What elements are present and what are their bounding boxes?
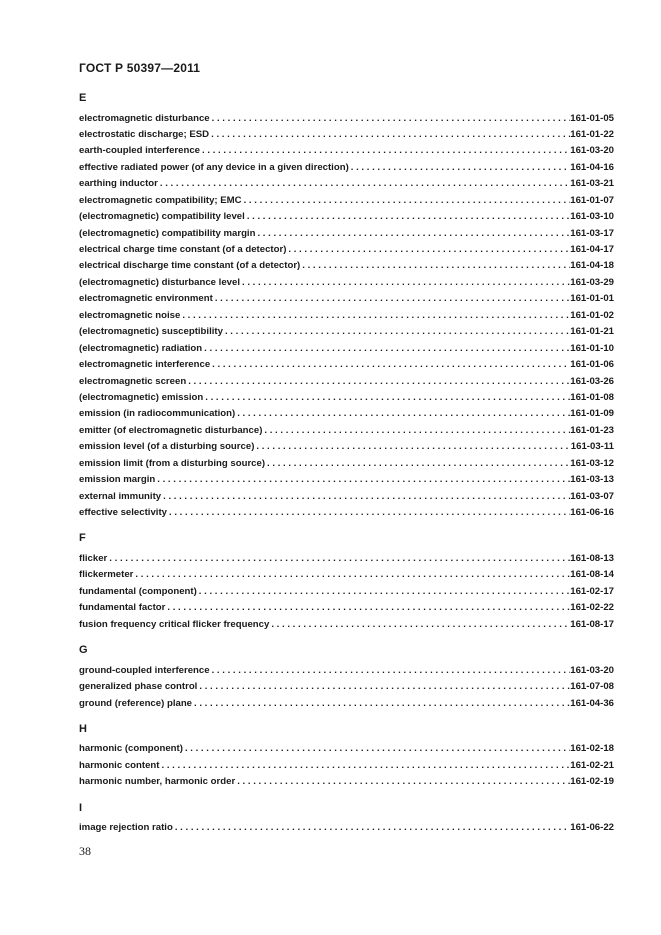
index-section xyxy=(79,800,614,837)
index-entry xyxy=(79,275,614,291)
entry-code: 161-01-07 xyxy=(570,194,614,206)
entry-code: 161-06-22 xyxy=(570,822,614,834)
dot-leader xyxy=(183,741,570,757)
index-entry xyxy=(79,617,614,633)
entry-code: 161-08-17 xyxy=(570,618,614,630)
section-gap xyxy=(79,521,614,530)
entry-term: effective radiated power (of any device in a given direction) xyxy=(79,161,349,173)
entry-code: 161-02-17 xyxy=(570,585,614,597)
dot-leader xyxy=(203,390,570,406)
entry-term: emission (in radiocommunication) xyxy=(79,408,236,420)
entry-code: 161-04-16 xyxy=(570,161,614,173)
section-gap xyxy=(79,633,614,642)
entry-term: emission margin xyxy=(79,474,156,486)
entry-code: 161-03-13 xyxy=(570,474,614,486)
entry-code: 161-01-21 xyxy=(570,326,614,338)
entry-code: 161-03-10 xyxy=(570,211,614,223)
dot-leader xyxy=(255,226,570,242)
index-section xyxy=(79,90,614,521)
index-entry xyxy=(79,679,614,695)
document-header: ГОСТ Р 50397—2011 xyxy=(79,61,201,75)
entry-term: electrical charge time constant (of a detector) xyxy=(79,244,287,255)
entry-code: 161-03-29 xyxy=(570,276,614,288)
index-entry xyxy=(79,696,614,712)
dot-leader xyxy=(107,551,570,567)
index-entry xyxy=(79,209,614,225)
entry-term: (electromagnetic) compatibility level xyxy=(79,211,245,223)
entry-code: 161-01-02 xyxy=(570,309,614,321)
index-entry xyxy=(79,567,614,583)
dot-leader xyxy=(213,291,570,307)
entry-code: 161-03-26 xyxy=(570,375,614,387)
index-entry xyxy=(79,374,614,390)
index-list xyxy=(79,90,614,837)
dot-leader xyxy=(269,617,570,633)
dot-leader xyxy=(161,489,570,505)
entry-term: generalized phase control xyxy=(79,681,198,693)
entry-term: external immunity xyxy=(79,490,162,502)
entry-term: (electromagnetic) disturbance level xyxy=(79,276,241,288)
page-number: 38 xyxy=(79,844,91,858)
index-entry xyxy=(79,663,614,679)
dot-leader xyxy=(167,505,570,521)
dot-leader xyxy=(200,143,570,159)
dot-leader xyxy=(300,258,570,274)
entry-term: electromagnetic screen xyxy=(79,375,187,387)
entry-code: 161-03-12 xyxy=(570,457,614,469)
dot-leader xyxy=(262,423,570,439)
dot-leader xyxy=(349,160,570,176)
index-entry xyxy=(79,600,614,616)
index-entry xyxy=(79,160,614,176)
entry-code: 161-01-10 xyxy=(570,342,614,354)
section-letter: H xyxy=(79,722,87,735)
entry-code: 161-02-21 xyxy=(570,759,614,771)
entry-term: fusion frequency critical flicker frequency xyxy=(79,618,270,630)
index-entry xyxy=(79,324,614,340)
index-entry xyxy=(79,193,614,209)
index-entry xyxy=(79,741,614,757)
entry-term: flicker xyxy=(79,552,108,564)
index-entry xyxy=(79,308,614,324)
dot-leader xyxy=(210,357,570,373)
entry-term: (electromagnetic) emission xyxy=(79,391,204,403)
entry-code: 161-03-21 xyxy=(570,178,614,190)
entry-term: emission level (of a disturbing source) xyxy=(79,441,255,453)
entry-term: emitter (of electromagnetic disturbance) xyxy=(79,424,263,436)
index-entry xyxy=(79,584,614,600)
index-section xyxy=(79,642,614,712)
dot-leader xyxy=(197,584,570,600)
entry-term: (electromagnetic) compatibility margin xyxy=(79,227,256,239)
entry-term: flickermeter xyxy=(79,569,134,581)
dot-leader xyxy=(265,456,570,472)
entry-code: 161-08-14 xyxy=(570,569,614,581)
entry-term: electromagnetic noise xyxy=(79,309,181,321)
section-gap xyxy=(79,712,614,721)
entry-code: 161-02-19 xyxy=(570,776,614,788)
entry-code: 161-03-11 xyxy=(570,441,614,453)
entry-term: electromagnetic disturbance xyxy=(79,112,210,124)
index-entry xyxy=(79,111,614,127)
entry-term: earthing inductor xyxy=(79,178,158,190)
dot-leader xyxy=(173,820,570,836)
index-entry xyxy=(79,258,614,274)
dot-leader xyxy=(245,209,570,225)
entry-code: 161-04-18 xyxy=(570,260,614,272)
entry-term: electrostatic discharge; ESD xyxy=(79,128,210,140)
index-entry xyxy=(79,758,614,774)
entry-term: harmonic number, harmonic order xyxy=(79,776,236,788)
entry-code: 161-03-17 xyxy=(570,227,614,239)
index-entry xyxy=(79,242,614,258)
dot-leader xyxy=(240,275,570,291)
entry-term: harmonic (component) xyxy=(79,743,183,755)
index-entry xyxy=(79,143,614,159)
entry-term: electromagnetic interference xyxy=(79,359,211,371)
dot-leader xyxy=(242,193,571,209)
index-entry xyxy=(79,551,614,567)
index-entry xyxy=(79,291,614,307)
entry-code: 161-04-17 xyxy=(570,244,614,255)
index-entry xyxy=(79,390,614,406)
dot-leader xyxy=(160,758,571,774)
index-entry xyxy=(79,341,614,357)
entry-term: ground-coupled interference xyxy=(79,664,210,676)
entry-code: 161-07-08 xyxy=(570,681,614,693)
index-entry xyxy=(79,505,614,521)
entry-term: electrical discharge time constant (of a detector) xyxy=(79,260,301,272)
dot-leader xyxy=(165,600,570,616)
entry-code: 161-04-36 xyxy=(570,697,614,709)
dot-leader xyxy=(155,472,570,488)
section-letter: I xyxy=(79,801,83,814)
entry-code: 161-01-22 xyxy=(570,128,614,140)
index-entry xyxy=(79,406,614,422)
index-entry xyxy=(79,439,614,455)
entry-term: electromagnetic environment xyxy=(79,293,213,305)
entry-code: 161-02-22 xyxy=(570,602,614,614)
index-entry xyxy=(79,176,614,192)
dot-leader xyxy=(158,176,570,192)
index-section xyxy=(79,530,614,633)
entry-code: 161-03-07 xyxy=(570,490,614,502)
entry-term: ground (reference) plane xyxy=(79,697,193,709)
section-gap xyxy=(79,791,614,800)
entry-code: 161-01-09 xyxy=(570,408,614,420)
dot-leader xyxy=(186,374,570,390)
entry-code: 161-01-05 xyxy=(570,112,614,124)
dot-leader xyxy=(254,439,570,455)
dot-leader xyxy=(286,242,570,258)
entry-term: fundamental (component) xyxy=(79,585,197,597)
entry-code: 161-03-20 xyxy=(570,664,614,676)
entry-code: 161-01-06 xyxy=(570,359,614,371)
entry-code: 161-08-13 xyxy=(570,552,614,564)
dot-leader xyxy=(192,696,570,712)
dot-leader xyxy=(210,111,571,127)
dot-leader xyxy=(223,324,570,340)
section-letter: F xyxy=(79,532,86,545)
entry-code: 161-01-23 xyxy=(570,424,614,436)
entry-term: (electromagnetic) susceptibility xyxy=(79,326,223,338)
entry-code: 161-06-16 xyxy=(570,507,614,518)
entry-code: 161-03-20 xyxy=(570,145,614,157)
section-letter: E xyxy=(79,92,87,104)
dot-leader xyxy=(197,679,570,695)
section-letter: G xyxy=(79,644,88,657)
entry-term: fundamental factor xyxy=(79,602,166,614)
entry-code: 161-01-01 xyxy=(570,293,614,305)
index-entry xyxy=(79,127,614,143)
entry-code: 161-01-08 xyxy=(570,391,614,403)
index-entry xyxy=(79,423,614,439)
dot-leader xyxy=(235,406,570,422)
dot-leader xyxy=(235,774,570,790)
entry-term: image rejection ratio xyxy=(79,822,173,834)
entry-term: electromagnetic compatibility; EMC xyxy=(79,194,242,206)
dot-leader xyxy=(202,341,570,357)
entry-term: earth-coupled interference xyxy=(79,145,201,157)
index-entry xyxy=(79,357,614,373)
entry-term: effective selectivity xyxy=(79,507,167,518)
dot-leader xyxy=(133,567,570,583)
index-entry xyxy=(79,456,614,472)
dot-leader xyxy=(210,663,571,679)
entry-term: (electromagnetic) radiation xyxy=(79,342,203,354)
dot-leader xyxy=(209,127,570,143)
entry-term: emission limit (from a disturbing source) xyxy=(79,457,266,469)
index-section xyxy=(79,721,614,791)
index-entry xyxy=(79,472,614,488)
index-entry xyxy=(79,226,614,242)
index-entry xyxy=(79,489,614,505)
entry-term: harmonic content xyxy=(79,759,160,771)
dot-leader xyxy=(180,308,570,324)
index-entry xyxy=(79,820,614,836)
index-entry xyxy=(79,774,614,790)
entry-code: 161-02-18 xyxy=(570,743,614,755)
